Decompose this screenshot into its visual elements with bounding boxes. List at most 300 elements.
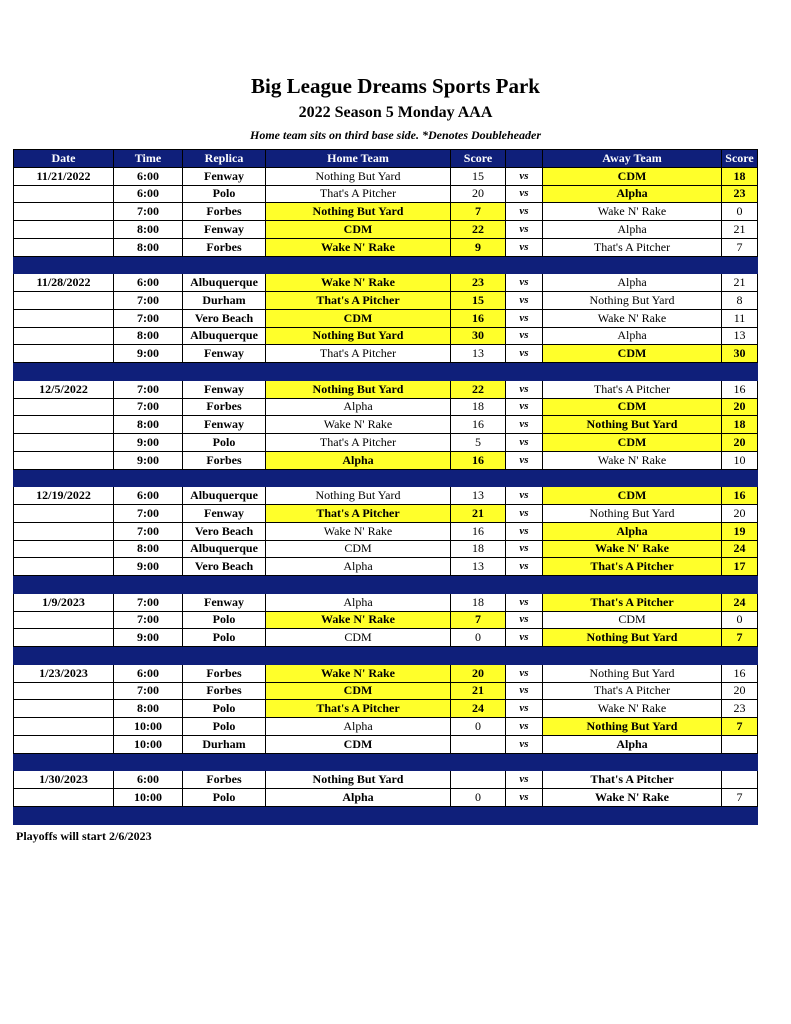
home-score: 16 <box>451 309 506 327</box>
away-score: 13 <box>722 327 758 345</box>
game-replica: Forbes <box>183 203 266 221</box>
home-score: 24 <box>451 700 506 718</box>
table-row <box>14 416 758 434</box>
week-separator <box>14 647 758 665</box>
game-replica: Fenway <box>183 167 266 185</box>
away-team: Nothing But Yard <box>543 718 722 736</box>
game-date <box>14 221 114 239</box>
separator-cell <box>14 469 114 487</box>
col-away-team: Away Team <box>543 150 722 168</box>
home-team: CDM <box>266 735 451 753</box>
away-score: 16 <box>722 664 758 682</box>
game-replica: Forbes <box>183 398 266 416</box>
page-title: Big League Dreams Sports Park <box>251 74 540 98</box>
game-date <box>14 611 114 629</box>
game-date <box>14 522 114 540</box>
game-time: 6:00 <box>114 664 183 682</box>
vs-label: vs <box>506 451 543 469</box>
game-time: 9:00 <box>114 558 183 576</box>
game-time: 8:00 <box>114 327 183 345</box>
col-vs <box>506 150 543 168</box>
table-row <box>14 221 758 239</box>
table-row <box>14 274 758 292</box>
away-score: 19 <box>722 522 758 540</box>
home-team: That's A Pitcher <box>266 292 451 310</box>
game-date <box>14 700 114 718</box>
home-score <box>451 771 506 789</box>
away-score: 16 <box>722 487 758 505</box>
home-score: 15 <box>451 167 506 185</box>
game-replica: Fenway <box>183 345 266 363</box>
away-team: Alpha <box>543 274 722 292</box>
vs-label: vs <box>506 771 543 789</box>
home-team: Nothing But Yard <box>266 167 451 185</box>
away-score: 20 <box>722 682 758 700</box>
home-team: Nothing But Yard <box>266 203 451 221</box>
game-date <box>14 185 114 203</box>
away-score: 23 <box>722 185 758 203</box>
vs-label: vs <box>506 718 543 736</box>
table-row <box>14 398 758 416</box>
separator-cell <box>451 363 506 381</box>
table-row <box>14 238 758 256</box>
vs-label: vs <box>506 380 543 398</box>
separator-cell <box>266 806 451 824</box>
home-team: Alpha <box>266 398 451 416</box>
game-date <box>14 327 114 345</box>
game-replica: Vero Beach <box>183 558 266 576</box>
home-score: 23 <box>451 274 506 292</box>
separator-cell <box>114 256 183 274</box>
home-team: Wake N' Rake <box>266 238 451 256</box>
separator-cell <box>506 576 543 594</box>
game-time: 10:00 <box>114 789 183 807</box>
home-team: Wake N' Rake <box>266 416 451 434</box>
week-separator <box>14 576 758 594</box>
away-team: Wake N' Rake <box>543 789 722 807</box>
game-date <box>14 238 114 256</box>
away-team: Alpha <box>543 327 722 345</box>
game-time: 8:00 <box>114 221 183 239</box>
away-score: 18 <box>722 167 758 185</box>
game-replica: Polo <box>183 611 266 629</box>
game-replica: Forbes <box>183 451 266 469</box>
home-score: 9 <box>451 238 506 256</box>
game-time: 7:00 <box>114 380 183 398</box>
home-team: That's A Pitcher <box>266 185 451 203</box>
separator-cell <box>506 647 543 665</box>
away-team: Wake N' Rake <box>543 309 722 327</box>
game-replica: Vero Beach <box>183 522 266 540</box>
home-score: 20 <box>451 185 506 203</box>
separator-cell <box>506 753 543 771</box>
away-score: 7 <box>722 789 758 807</box>
vs-label: vs <box>506 398 543 416</box>
vs-label: vs <box>506 664 543 682</box>
game-time: 7:00 <box>114 203 183 221</box>
separator-cell <box>14 576 114 594</box>
game-replica: Durham <box>183 735 266 753</box>
away-team: CDM <box>543 398 722 416</box>
game-time: 8:00 <box>114 540 183 558</box>
game-time: 6:00 <box>114 771 183 789</box>
vs-label: vs <box>506 540 543 558</box>
game-replica: Polo <box>183 185 266 203</box>
vs-label: vs <box>506 167 543 185</box>
away-score: 7 <box>722 718 758 736</box>
game-replica: Polo <box>183 629 266 647</box>
table-row <box>14 718 758 736</box>
away-score <box>722 735 758 753</box>
separator-cell <box>722 363 758 381</box>
away-team: That's A Pitcher <box>543 238 722 256</box>
separator-cell <box>114 647 183 665</box>
home-score <box>451 735 506 753</box>
game-time: 6:00 <box>114 167 183 185</box>
home-score: 13 <box>451 345 506 363</box>
separator-cell <box>183 647 266 665</box>
vs-label: vs <box>506 434 543 452</box>
home-score: 0 <box>451 789 506 807</box>
separator-cell <box>722 647 758 665</box>
vs-label: vs <box>506 682 543 700</box>
game-date: 1/9/2023 <box>14 593 114 611</box>
game-time: 7:00 <box>114 398 183 416</box>
separator-cell <box>266 363 451 381</box>
game-replica: Polo <box>183 789 266 807</box>
away-team: That's A Pitcher <box>543 682 722 700</box>
game-time: 7:00 <box>114 292 183 310</box>
vs-label: vs <box>506 309 543 327</box>
away-score: 7 <box>722 629 758 647</box>
game-replica: Albuquerque <box>183 487 266 505</box>
separator-cell <box>506 256 543 274</box>
separator-cell <box>266 753 451 771</box>
separator-cell <box>451 576 506 594</box>
separator-cell <box>266 256 451 274</box>
away-team: Alpha <box>543 185 722 203</box>
separator-cell <box>722 576 758 594</box>
vs-label: vs <box>506 203 543 221</box>
home-team: Wake N' Rake <box>266 522 451 540</box>
home-score: 0 <box>451 629 506 647</box>
vs-label: vs <box>506 735 543 753</box>
game-time: 7:00 <box>114 682 183 700</box>
game-date: 12/5/2022 <box>14 380 114 398</box>
week-separator <box>14 363 758 381</box>
separator-cell <box>114 363 183 381</box>
away-score: 16 <box>722 380 758 398</box>
game-time: 9:00 <box>114 629 183 647</box>
away-team: That's A Pitcher <box>543 593 722 611</box>
away-score: 20 <box>722 505 758 523</box>
separator-cell <box>722 256 758 274</box>
table-row <box>14 664 758 682</box>
away-team: Alpha <box>543 221 722 239</box>
game-time: 9:00 <box>114 345 183 363</box>
schedule-body <box>14 167 758 824</box>
separator-cell <box>183 806 266 824</box>
week-separator <box>14 753 758 771</box>
table-row <box>14 380 758 398</box>
col-home-score: Score <box>451 150 506 168</box>
game-date <box>14 789 114 807</box>
game-replica: Albuquerque <box>183 327 266 345</box>
separator-cell <box>183 363 266 381</box>
game-time: 7:00 <box>114 611 183 629</box>
game-date <box>14 398 114 416</box>
col-replica: Replica <box>183 150 266 168</box>
home-team: CDM <box>266 221 451 239</box>
table-row <box>14 735 758 753</box>
game-time: 9:00 <box>114 451 183 469</box>
table-row <box>14 309 758 327</box>
game-date: 1/30/2023 <box>14 771 114 789</box>
away-score: 23 <box>722 700 758 718</box>
separator-cell <box>543 806 722 824</box>
game-replica: Vero Beach <box>183 309 266 327</box>
home-team: CDM <box>266 309 451 327</box>
vs-label: vs <box>506 238 543 256</box>
table-row <box>14 593 758 611</box>
separator-cell <box>114 806 183 824</box>
home-team: CDM <box>266 540 451 558</box>
home-score: 18 <box>451 593 506 611</box>
game-date <box>14 203 114 221</box>
home-score: 15 <box>451 292 506 310</box>
table-row <box>14 505 758 523</box>
home-score: 5 <box>451 434 506 452</box>
separator-cell <box>114 469 183 487</box>
game-date <box>14 735 114 753</box>
home-team: Alpha <box>266 593 451 611</box>
separator-cell <box>451 806 506 824</box>
game-date: 1/23/2023 <box>14 664 114 682</box>
home-team: CDM <box>266 629 451 647</box>
game-date <box>14 416 114 434</box>
away-score: 21 <box>722 221 758 239</box>
separator-cell <box>506 806 543 824</box>
col-away-score: Score <box>722 150 758 168</box>
table-row <box>14 700 758 718</box>
separator-cell <box>543 256 722 274</box>
game-date <box>14 292 114 310</box>
game-date <box>14 558 114 576</box>
home-team: Alpha <box>266 718 451 736</box>
home-score: 16 <box>451 451 506 469</box>
game-time: 8:00 <box>114 416 183 434</box>
away-score: 10 <box>722 451 758 469</box>
col-home-team: Home Team <box>266 150 451 168</box>
col-date: Date <box>14 150 114 168</box>
game-date: 11/21/2022 <box>14 167 114 185</box>
away-team: Wake N' Rake <box>543 203 722 221</box>
game-replica: Fenway <box>183 221 266 239</box>
home-score: 20 <box>451 664 506 682</box>
away-score: 11 <box>722 309 758 327</box>
table-row <box>14 434 758 452</box>
game-time: 9:00 <box>114 434 183 452</box>
home-team: Wake N' Rake <box>266 611 451 629</box>
game-time: 7:00 <box>114 309 183 327</box>
separator-cell <box>543 363 722 381</box>
game-date <box>14 629 114 647</box>
vs-label: vs <box>506 221 543 239</box>
table-row <box>14 629 758 647</box>
game-replica: Albuquerque <box>183 274 266 292</box>
game-time: 7:00 <box>114 505 183 523</box>
away-team: Nothing But Yard <box>543 505 722 523</box>
separator-cell <box>183 576 266 594</box>
vs-label: vs <box>506 487 543 505</box>
home-team: Alpha <box>266 451 451 469</box>
home-team: Alpha <box>266 558 451 576</box>
home-score: 0 <box>451 718 506 736</box>
separator-cell <box>543 469 722 487</box>
playoffs-note: Playoffs will start 2/6/2023 <box>16 829 152 843</box>
home-score: 21 <box>451 505 506 523</box>
game-time: 10:00 <box>114 735 183 753</box>
vs-label: vs <box>506 505 543 523</box>
vs-label: vs <box>506 185 543 203</box>
home-score: 16 <box>451 416 506 434</box>
vs-label: vs <box>506 292 543 310</box>
game-replica: Forbes <box>183 682 266 700</box>
home-team: That's A Pitcher <box>266 434 451 452</box>
separator-cell <box>506 469 543 487</box>
game-date <box>14 505 114 523</box>
away-team: CDM <box>543 434 722 452</box>
game-date <box>14 718 114 736</box>
table-row <box>14 203 758 221</box>
separator-cell <box>506 363 543 381</box>
away-score: 8 <box>722 292 758 310</box>
separator-cell <box>114 753 183 771</box>
away-team: That's A Pitcher <box>543 380 722 398</box>
vs-label: vs <box>506 327 543 345</box>
separator-cell <box>114 576 183 594</box>
schedule-table <box>13 149 758 825</box>
game-replica: Forbes <box>183 238 266 256</box>
separator-cell <box>14 647 114 665</box>
away-score: 24 <box>722 540 758 558</box>
home-score: 30 <box>451 327 506 345</box>
separator-cell <box>183 256 266 274</box>
game-date <box>14 434 114 452</box>
separator-cell <box>543 576 722 594</box>
home-score: 7 <box>451 203 506 221</box>
vs-label: vs <box>506 789 543 807</box>
separator-cell <box>14 256 114 274</box>
vs-label: vs <box>506 416 543 434</box>
game-replica: Forbes <box>183 664 266 682</box>
away-team: CDM <box>543 487 722 505</box>
home-score: 13 <box>451 558 506 576</box>
home-team: That's A Pitcher <box>266 700 451 718</box>
away-team: Alpha <box>543 522 722 540</box>
away-score: 0 <box>722 203 758 221</box>
game-time: 10:00 <box>114 718 183 736</box>
separator-cell <box>543 647 722 665</box>
away-team: CDM <box>543 167 722 185</box>
separator-cell <box>451 753 506 771</box>
vs-label: vs <box>506 629 543 647</box>
table-row <box>14 451 758 469</box>
home-team: Nothing But Yard <box>266 771 451 789</box>
separator-cell <box>266 576 451 594</box>
home-team: That's A Pitcher <box>266 345 451 363</box>
table-row <box>14 345 758 363</box>
game-date <box>14 345 114 363</box>
separator-cell <box>266 647 451 665</box>
table-row <box>14 789 758 807</box>
game-date <box>14 451 114 469</box>
away-team: Wake N' Rake <box>543 451 722 469</box>
game-replica: Fenway <box>183 593 266 611</box>
table-row <box>14 682 758 700</box>
separator-cell <box>722 469 758 487</box>
table-row <box>14 327 758 345</box>
table-row <box>14 522 758 540</box>
home-team-note: Home team sits on third base side. *Denotes Doubleheader <box>250 128 541 142</box>
separator-cell <box>14 363 114 381</box>
game-time: 6:00 <box>114 185 183 203</box>
away-team: Nothing But Yard <box>543 629 722 647</box>
game-replica: Fenway <box>183 505 266 523</box>
away-team: Nothing But Yard <box>543 416 722 434</box>
home-score: 22 <box>451 221 506 239</box>
game-replica: Albuquerque <box>183 540 266 558</box>
vs-label: vs <box>506 611 543 629</box>
separator-cell <box>722 753 758 771</box>
table-row <box>14 540 758 558</box>
home-team: CDM <box>266 682 451 700</box>
away-team: Nothing But Yard <box>543 292 722 310</box>
away-team: CDM <box>543 345 722 363</box>
vs-label: vs <box>506 522 543 540</box>
home-team: Alpha <box>266 789 451 807</box>
away-team: CDM <box>543 611 722 629</box>
separator-cell <box>543 753 722 771</box>
week-separator <box>14 806 758 824</box>
header-row <box>14 150 758 168</box>
away-team: Alpha <box>543 735 722 753</box>
separator-cell <box>451 469 506 487</box>
separator-cell <box>451 647 506 665</box>
separator-cell <box>14 806 114 824</box>
home-score: 18 <box>451 540 506 558</box>
table-row <box>14 185 758 203</box>
table-row <box>14 611 758 629</box>
separator-cell <box>451 256 506 274</box>
game-date: 12/19/2022 <box>14 487 114 505</box>
game-date <box>14 309 114 327</box>
vs-label: vs <box>506 274 543 292</box>
home-score: 18 <box>451 398 506 416</box>
away-score: 20 <box>722 398 758 416</box>
away-team: Nothing But Yard <box>543 664 722 682</box>
game-time: 6:00 <box>114 274 183 292</box>
home-score: 21 <box>451 682 506 700</box>
home-team: Wake N' Rake <box>266 274 451 292</box>
home-team: Nothing But Yard <box>266 380 451 398</box>
separator-cell <box>14 753 114 771</box>
game-replica: Polo <box>183 700 266 718</box>
away-score: 21 <box>722 274 758 292</box>
week-separator <box>14 469 758 487</box>
page-subtitle: 2022 Season 5 Monday AAA <box>298 104 493 121</box>
table-row <box>14 771 758 789</box>
